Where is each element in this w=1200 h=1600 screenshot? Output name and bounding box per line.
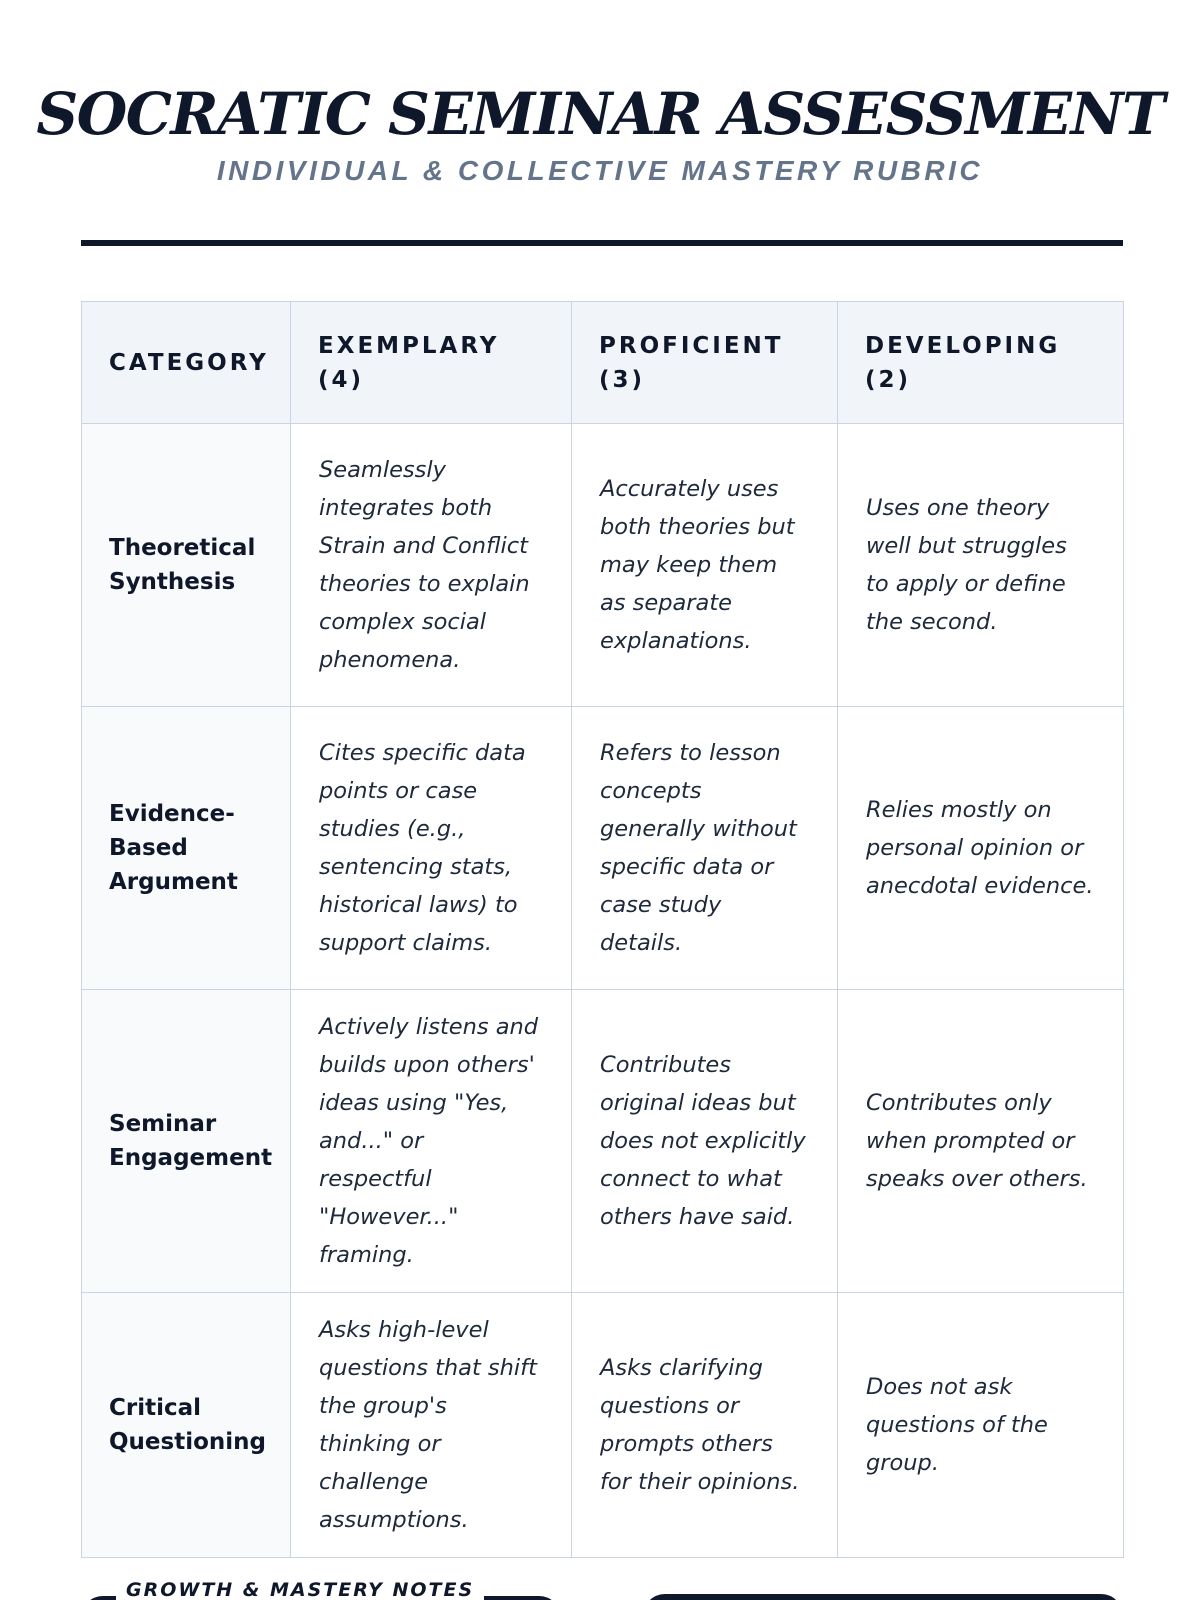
table-row (82, 990, 1124, 1293)
category-cell: Theoretical Synthesis (82, 424, 291, 707)
category-cell: Critical Questioning (82, 1293, 291, 1558)
page-subtitle: INDIVIDUAL & COLLECTIVE MASTERY RUBRIC (216, 155, 984, 186)
column-header-developing: DEVELOPING (2) (838, 302, 1124, 424)
developing-cell: Uses one theory well but struggles to apply or define the second. (838, 424, 1124, 707)
column-header-exemplary: EXEMPLARY (4) (291, 302, 572, 424)
table-row (82, 1293, 1124, 1558)
proficient-cell: Accurately uses both theories but may keep them as separate explanations. (572, 424, 838, 707)
header-divider (81, 240, 1123, 246)
page-title: SOCRATIC SEMINAR ASSESSMENT (36, 80, 1164, 148)
page-header (0, 78, 1200, 188)
exemplary-cell: Actively listens and builds upon others' ideas using "Yes, and..." or respectful "However..." framing. (291, 990, 572, 1293)
exemplary-cell: Asks high-level questions that shift the group's thinking or challenge assumptions. (291, 1293, 572, 1558)
column-header-proficient: PROFICIENT (3) (572, 302, 838, 424)
proficient-cell: Contributes original ideas but does not explicitly connect to what others have said. (572, 990, 838, 1293)
developing-cell: Relies mostly on personal opinion or anecdotal evidence. (838, 707, 1124, 990)
proficient-cell: Asks clarifying questions or prompts others for their opinions. (572, 1293, 838, 1558)
category-cell: Seminar Engagement (82, 990, 291, 1293)
category-cell: Evidence-Based Argument (82, 707, 291, 990)
developing-cell: Does not ask questions of the group. (838, 1293, 1124, 1558)
developing-cell: Contributes only when prompted or speaks over others. (838, 990, 1124, 1293)
table-row (82, 424, 1124, 707)
column-header-category: CATEGORY (82, 302, 291, 424)
rubric-table (81, 301, 1124, 1558)
exemplary-cell: Seamlessly integrates both Strain and Conflict theories to explain complex social phenomena. (291, 424, 572, 707)
exemplary-cell: Cites specific data points or case studies (e.g., sentencing stats, historical laws) to support claims. (291, 707, 572, 990)
secondary-panel (643, 1594, 1123, 1600)
proficient-cell: Refers to lesson concepts generally without specific data or case study details. (572, 707, 838, 990)
rubric-header-row (82, 302, 1124, 424)
table-row (82, 707, 1124, 990)
notes-panel-label: GROWTH & MASTERY NOTES (116, 1576, 484, 1600)
